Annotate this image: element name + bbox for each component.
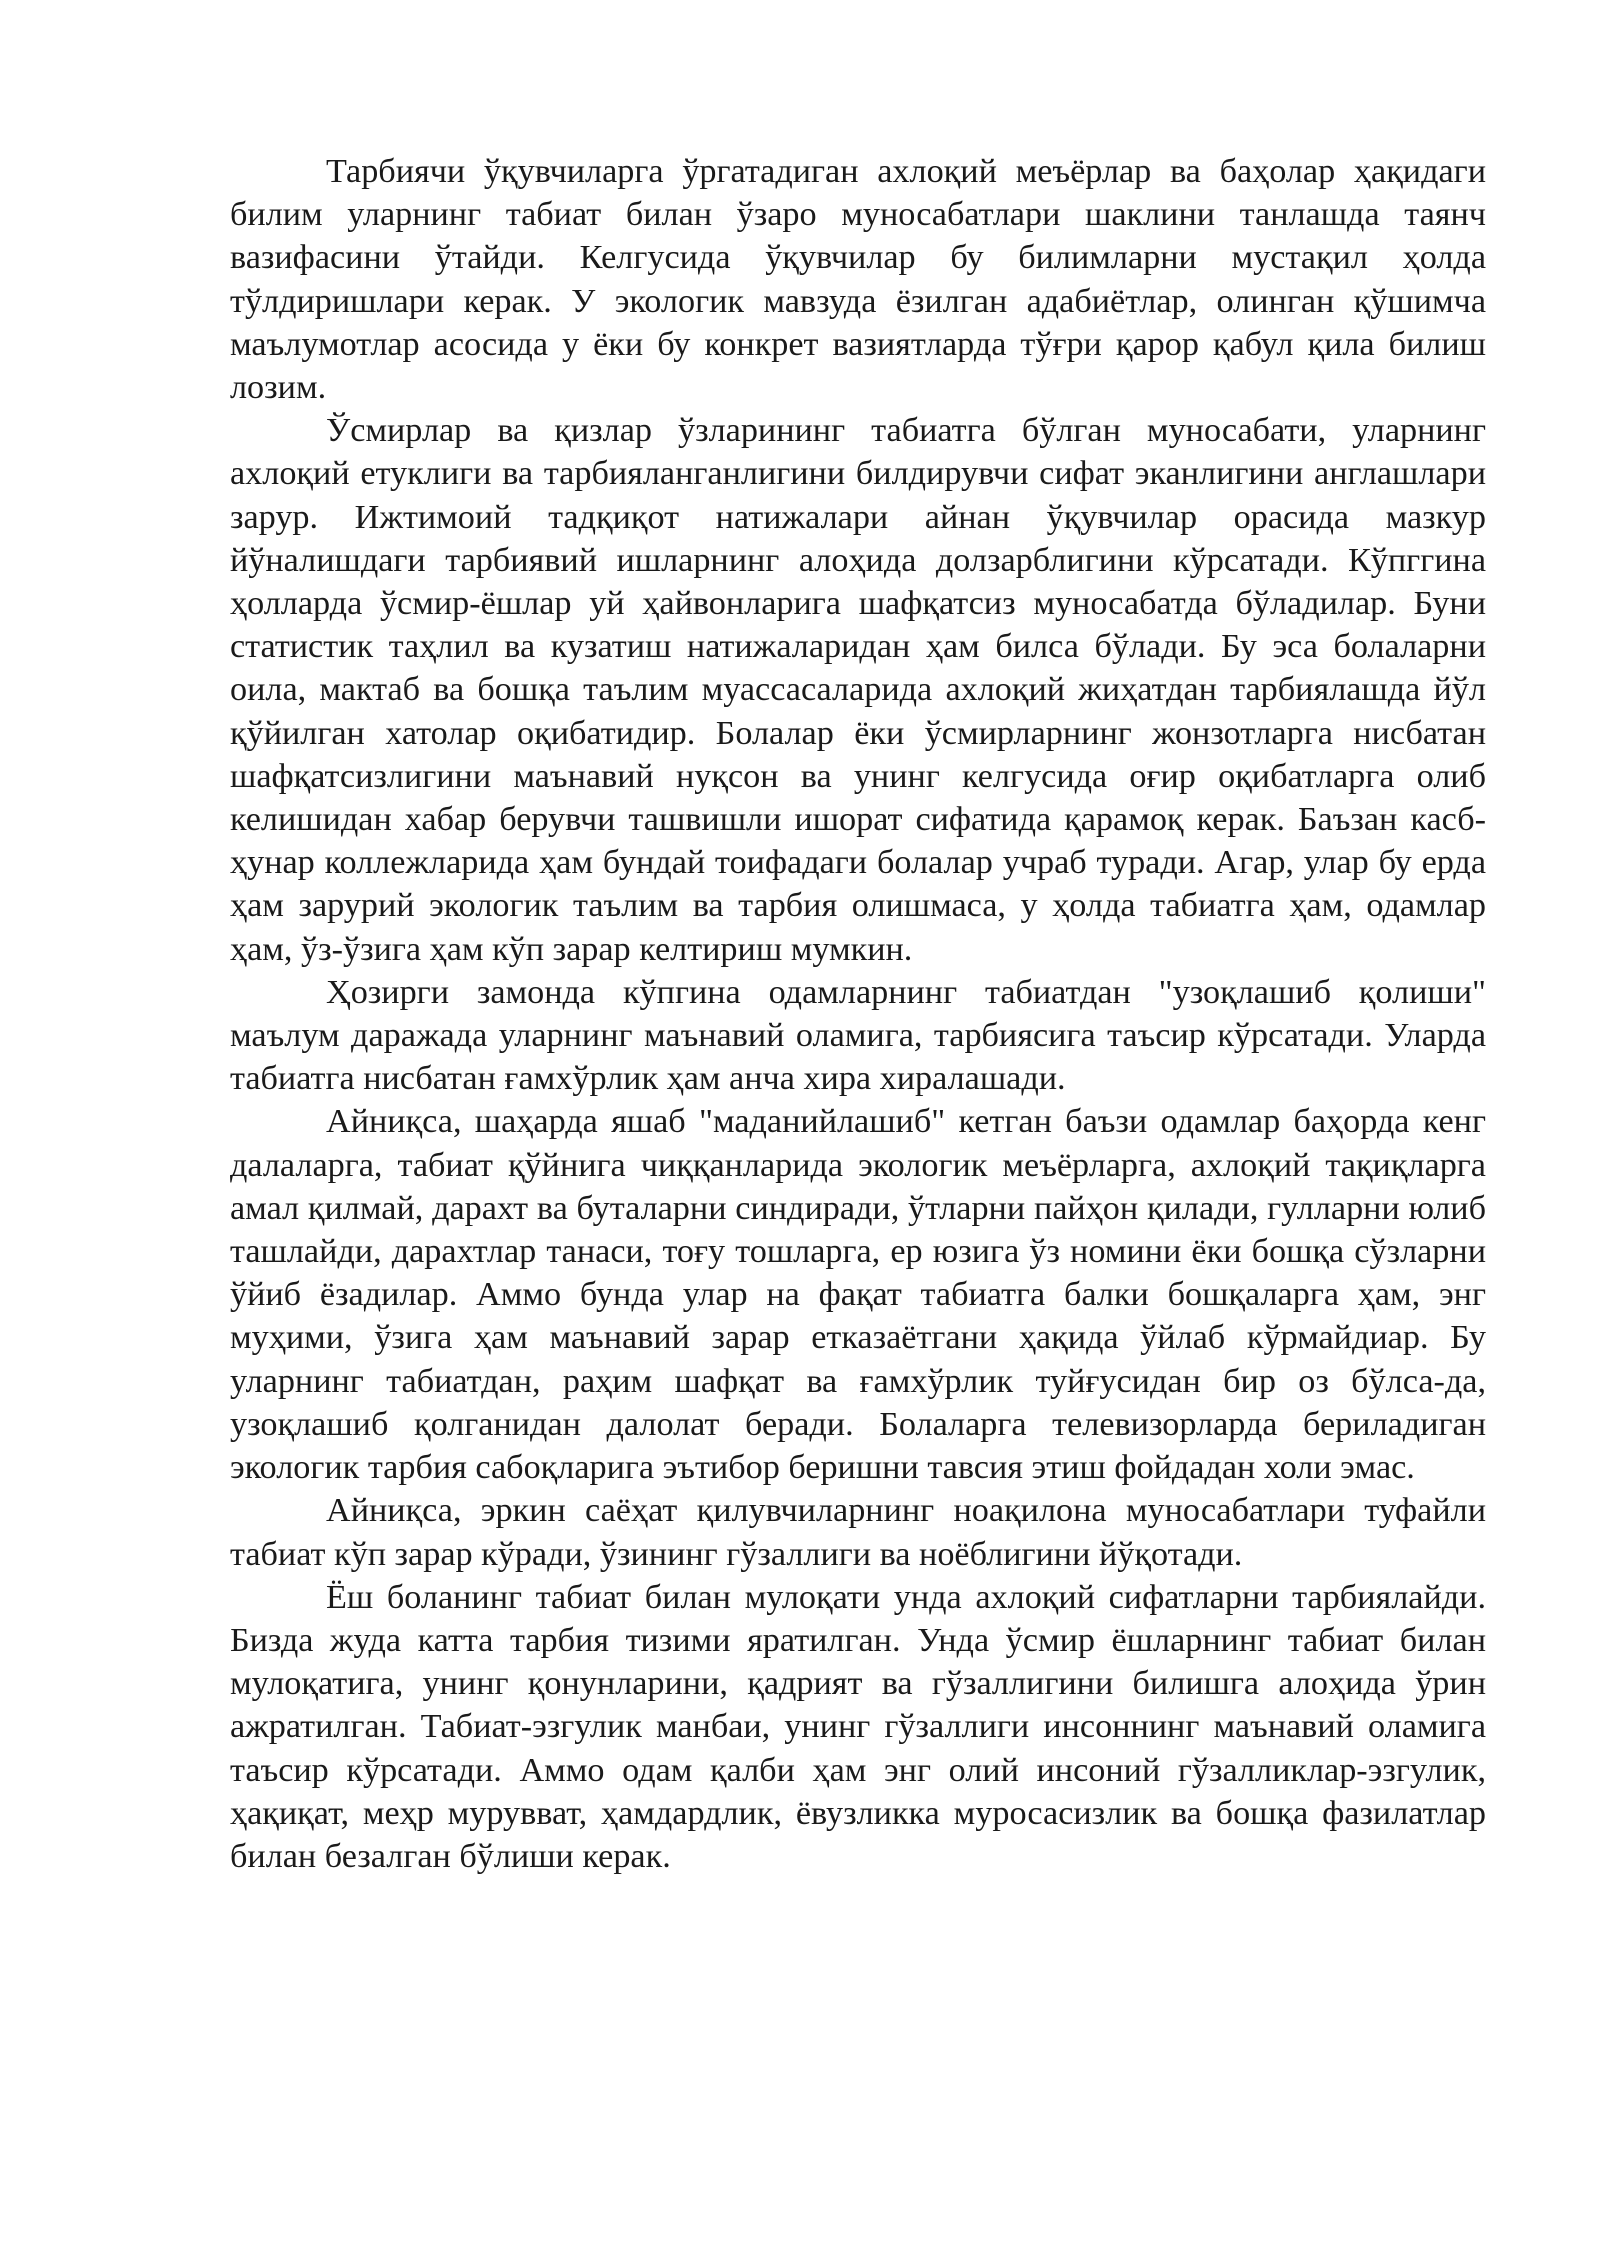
paragraph-3: Ҳозирги замонда кўпгина одамларнинг табиатдан "узоқлашиб қолиши" маълум даражада уларнинг маънавий оламига, тарбиясига таъсир кўрсатади. Уларда табиатга нисбатан ғамхўрлик ҳам анча хира хиралашади. <box>230 973 1486 1098</box>
paragraph-4: Айниқса, шаҳарда яшаб "маданийлашиб" кетган баъзи одамлар баҳорда кенг далаларга, табиат қўйнига чиққанларида экологик меъёрларга, ахлоқий тақиқларга амал қилмай, дарахт ва буталарни синдиради, ўтларни пайҳон қилади, гулларни юлиб ташлайди, дарахтлар танаси, тоғу тошларга, ер юзига ўз номини ёки бошқа сўзларни ўйиб ёзадилар. Аммо бунда улар на фақат табиатга балки бошқаларга ҳам, энг муҳими, ўзига ҳам маънавий зарар етказаётгани ҳақида ўйлаб кўрмайдиар. Бу уларнинг табиатдан, раҳим шафқат ва ғамхўрлик туйғусидан бир оз бўлса-да, узоқлашиб қолганидан далолат беради. Болаларга телевизорларда бериладиган экологик тарбия сабоқларига эътибор беришни тавсия этиш фойдадан холи эмас. <box>230 1103 1486 1487</box>
paragraph-2: Ўсмирлар ва қизлар ўзларининг табиатга бўлган муносабати, уларнинг ахлоқий етуклиги ва тарбияланганлигини билдирувчи сифат эканлигини англашлари зарур. Ижтимоий тадқиқот натижалари айнан ўқувчилар орасида мазкур йўналишдаги тарбиявий ишларнинг алоҳида долзарблигини кўрсатади. Кўпггина ҳолларда ўсмир-ёшлар уй ҳайвонларига шафқатсиз муносабатда бўладилар. Буни статистик таҳлил ва кузатиш натижаларидан ҳам билса бўлади. Бу эса болаларни оила, мактаб ва бошқа таълим муассасаларида ахлоқий жиҳатдан тарбиялашда йўл қўйилган хатолар оқибатидир. Болалар ёки ўсмирларнинг жонзотларга нисбатан шафқатсизлигини маънавий нуқсон ва унинг келгусида оғир оқибатларга олиб келишидан хабар берувчи ташвишли ишорат сифатида қарамоқ керак. Баъзан касб-ҳунар коллежларида ҳам бундай тоифадаги болалар учраб туради. Агар, улар бу ерда ҳам зарурий экологик таълим ва тарбия олишмаса, у ҳолда табиатга ҳам, одамлар ҳам, ўз-ўзига ҳам кўп зарар келтириш мумкин. <box>230 412 1486 968</box>
paragraph-1: Тарбиячи ўқувчиларга ўргатадиган ахлоқий меъёрлар ва баҳолар ҳақидаги билим уларнинг табиат билан ўзаро муносабатлари шаклини танлашда таянч вазифасини ўтайди. Келгусида ўқувчилар бу билимларни мустақил ҳолда тўлдиришлари керак. У экологик мавзуда ёзилган адабиётлар, олинган қўшимча маълумотлар асосида у ёки бу конкрет вазиятларда тўғри қарор қабул қила билиш лозим. <box>230 153 1486 407</box>
paragraph-5: Айниқса, эркин саёҳат қилувчиларнинг ноақилона муносабатлари туфайли табиат кўп зарар кўради, ўзининг гўзаллиги ва ноёблигини йўқотади. <box>230 1492 1486 1573</box>
paragraph-6: Ёш боланинг табиат билан мулоқати унда ахлоқий сифатларни тарбиялайди. Бизда жуда катта тарбия тизими яратилган. Унда ўсмир ёшларнинг табиат билан мулоқатига, унинг қонунларини, қадрият ва гўзаллигини билишга алоҳида ўрин ажратилган. Табиат-эзгулик манбаи, унинг гўзаллиги инсоннинг маънавий оламига таъсир кўрсатади. Аммо одам қалби ҳам энг олий инсоний гўзалликлар-эзгулик, ҳақиқат, меҳр мурувват, ҳамдардлик, ёвузликка муросасизлик ва бошқа фазилатлар билан безалган бўлиши керак. <box>230 1578 1486 1875</box>
document-body <box>230 150 1486 1878</box>
